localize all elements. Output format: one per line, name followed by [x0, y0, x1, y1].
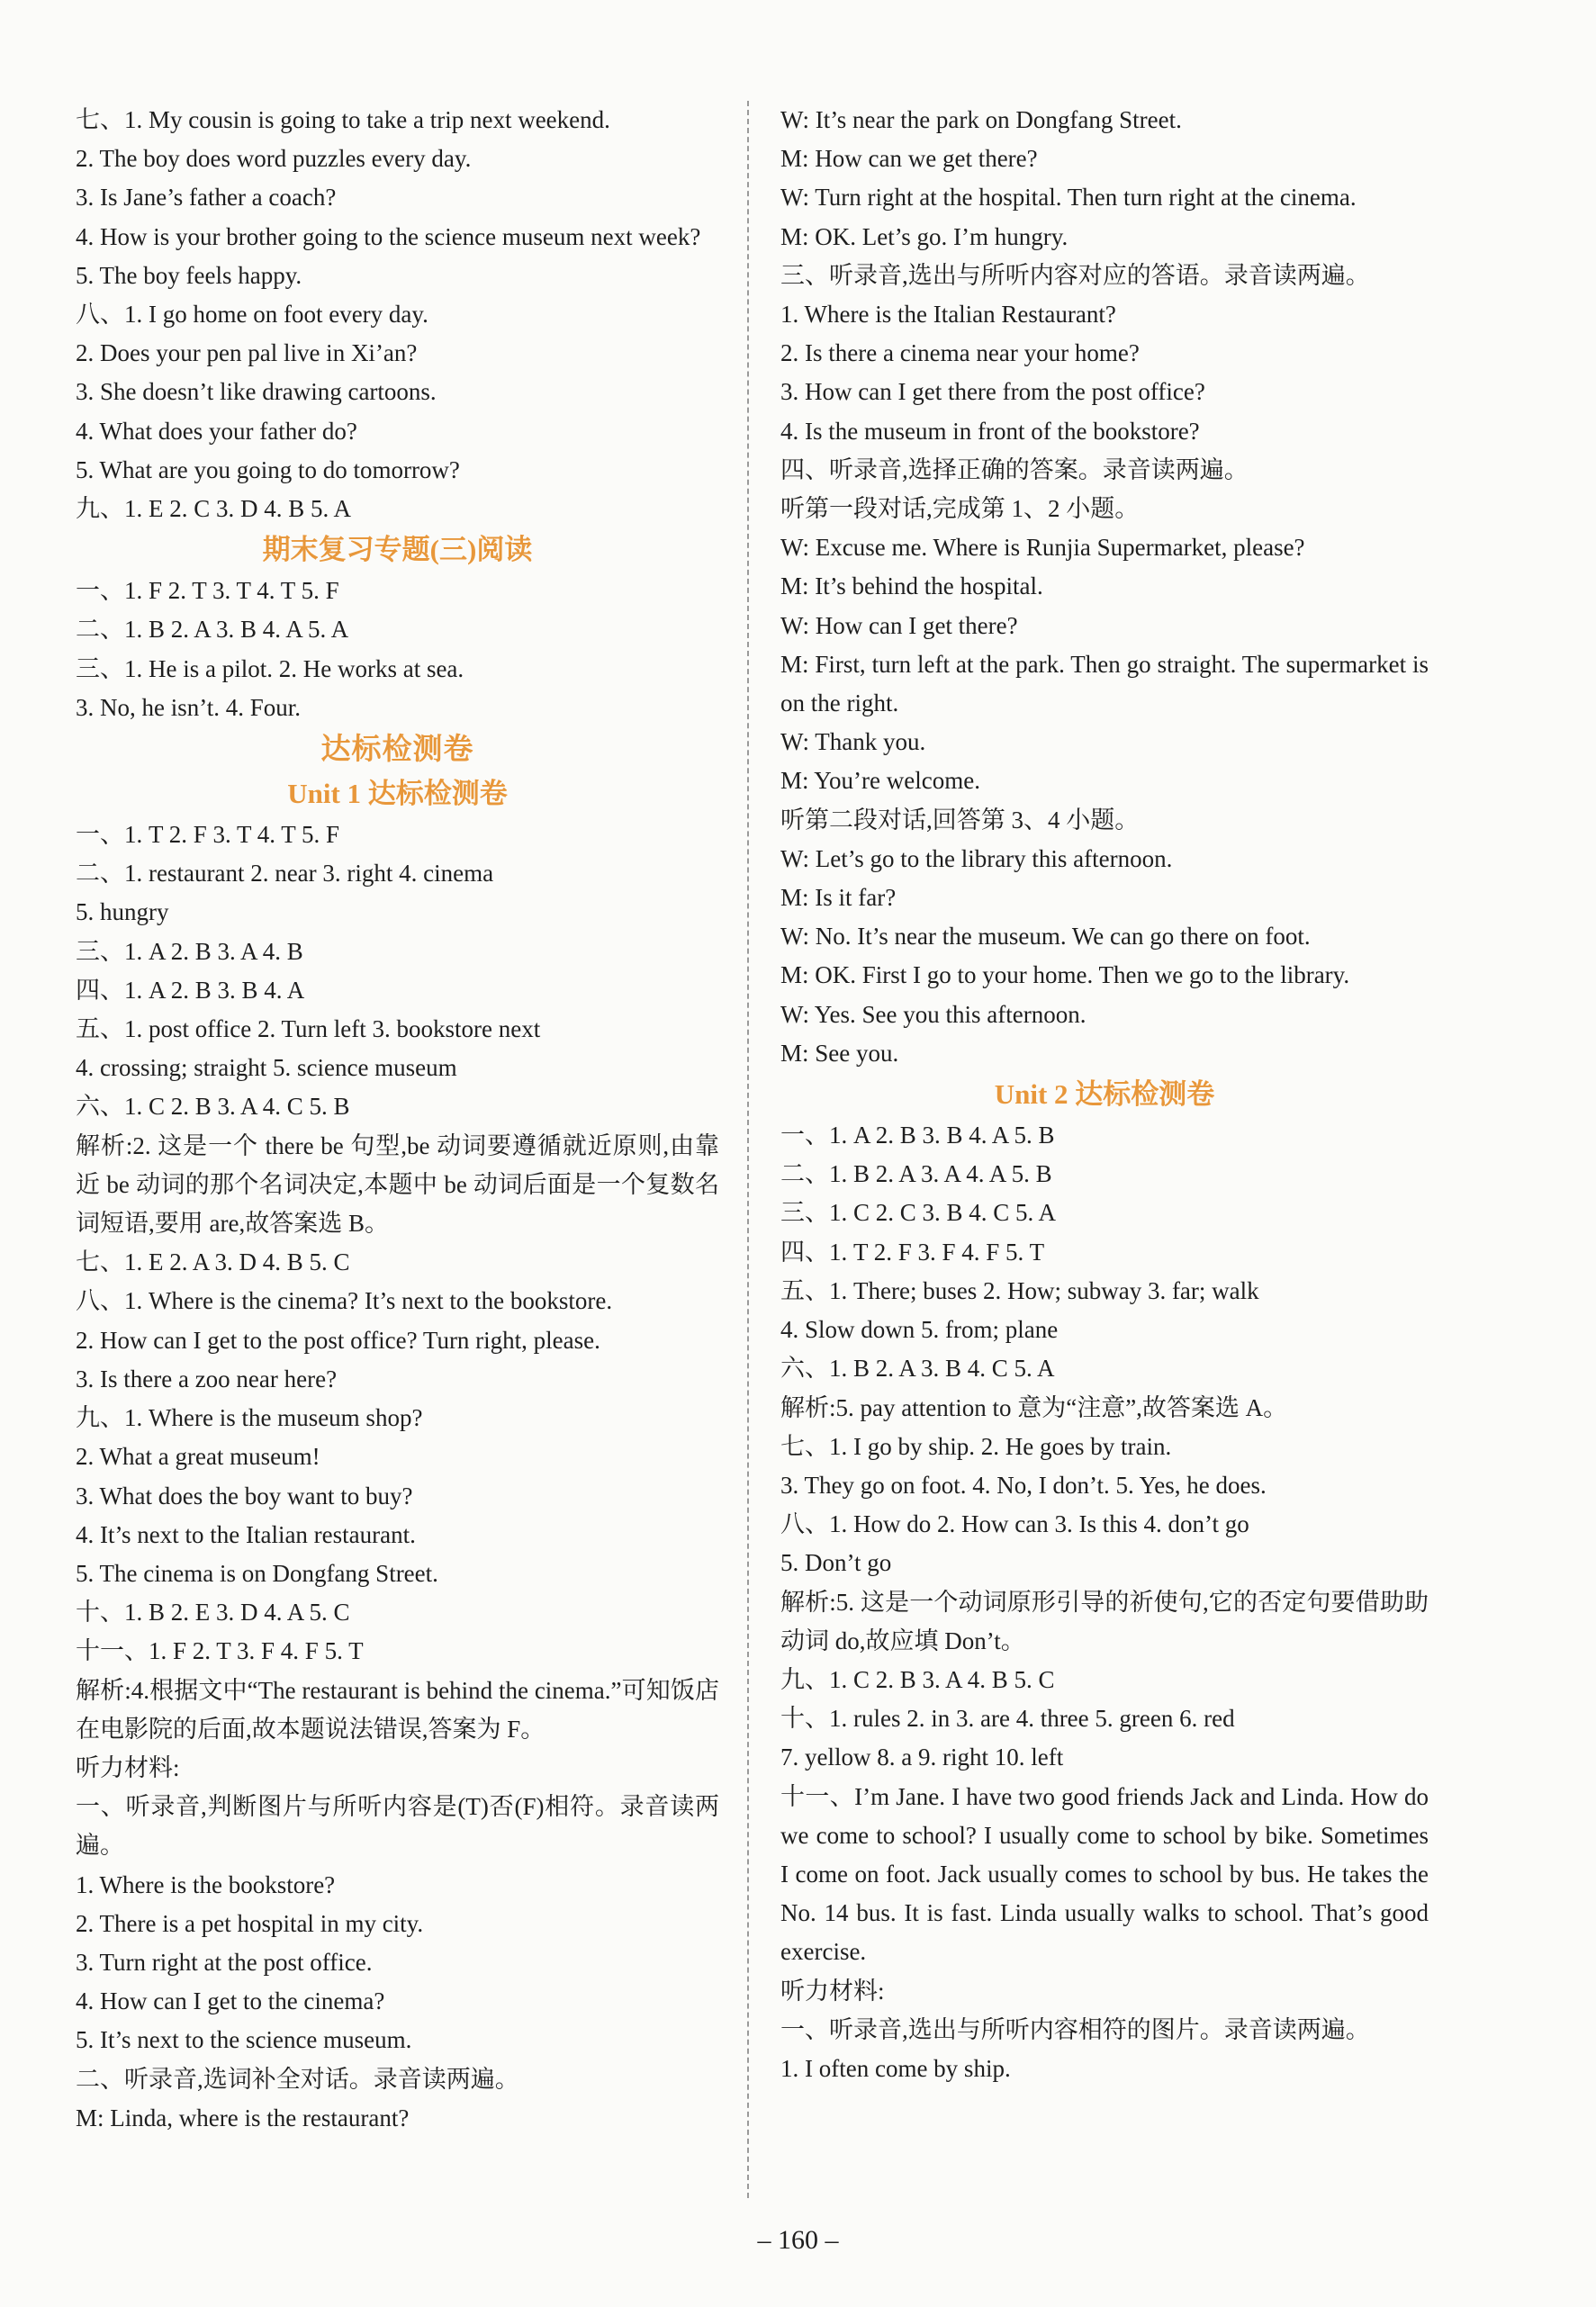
text-line: 三、听录音,选出与所听内容对应的答语。录音读两遍。: [780, 261, 1370, 289]
text-line: M: OK. Let’s go. I’m hungry.: [780, 222, 1069, 250]
text-line: 七、1. My cousin is going to take a trip next weekend.: [76, 106, 610, 133]
text-line: 2. How can I get to the post office? Turn right, please.: [76, 1326, 600, 1354]
text-line: W: No. It’s near the museum. We can go there on foot.: [780, 923, 1311, 951]
text-line: 3. What does the boy want to buy?: [76, 1482, 413, 1509]
text-line: 2. Is there a cinema near your home?: [780, 339, 1140, 367]
section-heading: 期末复习专题(三)阅读: [262, 534, 533, 566]
text-line: M: Linda, where is the restaurant?: [76, 2104, 410, 2131]
text-line: 二、1. restaurant 2. near 3. right 4. cinema: [76, 860, 494, 888]
text-line: 三、1. A 2. B 3. A 4. B: [76, 937, 303, 965]
text-line: 听力材料:: [76, 1753, 180, 1781]
text-line: M: It’s behind the hospital.: [780, 572, 1043, 600]
text-line: 十、1. rules 2. in 3. are 4. three 5. green 6. red: [780, 1705, 1235, 1733]
text-line: 5. hungry: [76, 898, 169, 926]
page-number: – 160 –: [757, 2225, 839, 2255]
text-paragraph: 解析:5. 这是一个动词原形引导的祈使句,它的否定句要借助助动词 do,故应填 Don’t。: [780, 1588, 1429, 1654]
text-line: 六、1. C 2. B 3. A 4. C 5. B: [76, 1093, 350, 1121]
text-line: 一、1. T 2. F 3. T 4. T 5. F: [76, 821, 340, 849]
text-line: 解析:5. pay attention to 意为“注意”,故答案选 A。: [780, 1393, 1288, 1421]
text-line: 四、1. A 2. B 3. B 4. A: [76, 976, 305, 1004]
text-line: M: OK. First I go to your home. Then we go to the library.: [780, 961, 1350, 989]
text-line: 四、1. T 2. F 3. F 4. F 5. T: [780, 1238, 1045, 1266]
text-line: 六、1. B 2. A 3. B 4. C 5. A: [780, 1355, 1055, 1383]
text-line: 八、1. I go home on foot every day.: [76, 301, 428, 329]
text-line: W: Excuse me. Where is Runjia Supermarket, please?: [780, 534, 1305, 562]
text-line: 4. crossing; straight 5. science museum: [76, 1054, 457, 1082]
text-line: 二、1. B 2. A 3. B 4. A 5. A: [76, 616, 349, 644]
text-line: 1. Where is the Italian Restaurant?: [780, 301, 1116, 329]
text-line: 三、1. C 2. C 3. B 4. C 5. A: [780, 1199, 1057, 1227]
text-line: 3. Is there a zoo near here?: [76, 1365, 338, 1392]
text-paragraph: 十一、I’m Jane. I have two good friends Jack and Linda. How do we come to school? I usually come to school by bike. Sometimes I come on foot. Jack usually comes to school by bus. He takes the No. 14 bus. It is fast. Linda usually walks to school. That’s good exercise.: [780, 1782, 1429, 1966]
right-column: [780, 101, 1429, 2088]
text-line: 五、1. post office 2. Turn left 3. bookstore next: [76, 1015, 541, 1043]
text-paragraph: 4. How is your brother going to the science museum next week?: [76, 222, 701, 250]
text-line: 二、听录音,选词补全对话。录音读两遍。: [76, 2065, 519, 2093]
text-line: 4. What does your father do?: [76, 417, 357, 445]
text-line: 4. Slow down 5. from; plane: [780, 1316, 1059, 1344]
text-line: W: Turn right at the hospital. Then turn right at the cinema.: [780, 184, 1357, 212]
text-line: 八、1. How do 2. How can 3. Is this 4. don’t go: [780, 1510, 1249, 1538]
text-line: 5. The boy feels happy.: [76, 261, 302, 289]
text-line: 5. It’s next to the science museum.: [76, 2026, 412, 2054]
text-line: 九、1. C 2. B 3. A 4. B 5. C: [780, 1665, 1055, 1693]
text-line: W: How can I get there?: [780, 611, 1018, 639]
text-line: M: You’re welcome.: [780, 767, 980, 795]
text-line: 一、听录音,选出与所听内容相符的图片。录音读两遍。: [780, 2015, 1370, 2043]
text-line: 九、1. E 2. C 3. D 4. B 5. A: [76, 495, 352, 523]
text-line: 一、1. A 2. B 3. B 4. A 5. B: [780, 1122, 1055, 1149]
text-line: W: Yes. See you this afternoon.: [780, 1000, 1087, 1028]
text-line: M: How can we get there?: [780, 145, 1038, 173]
section-heading: Unit 2 达标检测卷: [994, 1078, 1215, 1111]
text-line: 4. Is the museum in front of the bookstore?: [780, 417, 1200, 445]
text-line: 十一、1. F 2. T 3. F 4. F 5. T: [76, 1637, 364, 1665]
text-line: M: Is it far?: [780, 884, 897, 912]
text-line: 七、1. E 2. A 3. D 4. B 5. C: [76, 1248, 350, 1276]
text-line: 5. Don’t go: [780, 1549, 892, 1577]
text-line: 2. What a great museum!: [76, 1443, 320, 1471]
text-line: W: It’s near the park on Dongfang Street.: [780, 106, 1182, 133]
text-line: 听力材料:: [780, 1977, 885, 2005]
text-line: 2. The boy does word puzzles every day.: [76, 145, 472, 173]
text-line: 2. Does your pen pal live in Xi’an?: [76, 339, 418, 367]
text-line: 3. Turn right at the post office.: [76, 1948, 373, 1976]
text-line: 1. I often come by ship.: [780, 2054, 1011, 2082]
column-divider: [747, 101, 749, 2198]
text-line: 3. Is Jane’s father a coach?: [76, 184, 337, 212]
text-line: 听第二段对话,回答第 3、4 小题。: [780, 806, 1140, 834]
text-line: 五、1. There; buses 2. How; subway 3. far; walk: [780, 1276, 1259, 1304]
text-line: 一、1. F 2. T 3. T 4. T 5. F: [76, 577, 339, 605]
section-heading: Unit 1 达标检测卷: [287, 778, 508, 810]
left-column: [76, 101, 719, 2138]
text-line: 3. She doesn’t like drawing cartoons.: [76, 378, 437, 406]
text-paragraph: 一、听录音,判断图片与所听内容是(T)否(F)相符。录音读两遍。: [76, 1793, 719, 1860]
section-title: 达标检测卷: [320, 734, 474, 767]
text-line: 4. How can I get to the cinema?: [76, 1987, 385, 2015]
text-line: 听第一段对话,完成第 1、2 小题。: [780, 495, 1140, 523]
text-line: 4. It’s next to the Italian restaurant.: [76, 1520, 416, 1548]
text-line: 十、1. B 2. E 3. D 4. A 5. C: [76, 1599, 350, 1627]
text-line: 三、1. He is a pilot. 2. He works at sea.: [76, 654, 464, 682]
text-line: 八、1. Where is the cinema? It’s next to the bookstore.: [76, 1287, 613, 1315]
text-line: 二、1. B 2. A 3. A 4. A 5. B: [780, 1160, 1052, 1188]
text-line: 5. What are you going to do tomorrow?: [76, 455, 460, 483]
text-line: W: Let’s go to the library this afternoon.: [780, 844, 1173, 872]
text-line: 2. There is a pet hospital in my city.: [76, 1909, 424, 1937]
text-line: 3. They go on foot. 4. No, I don’t. 5. Yes, he does.: [780, 1471, 1267, 1499]
text-line: 1. Where is the bookstore?: [76, 1870, 336, 1898]
text-line: 7. yellow 8. a 9. right 10. left: [780, 1744, 1064, 1771]
text-line: 3. No, he isn’t. 4. Four.: [76, 693, 302, 721]
text-line: 七、1. I go by ship. 2. He goes by train.: [780, 1432, 1172, 1460]
text-line: M: See you.: [780, 1039, 899, 1067]
text-line: 九、1. Where is the museum shop?: [76, 1404, 423, 1432]
text-paragraph: 解析:2. 这是一个 there be 句型,be 动词要遵循就近原则,由靠近 be 动词的那个名词决定,本题中 be 动词后面是一个复数名词短语,要用 are,故答案选 B。: [76, 1131, 719, 1238]
text-line: 5. The cinema is on Dongfang Street.: [76, 1559, 438, 1587]
text-line: 3. How can I get there from the post office?: [780, 378, 1205, 406]
text-line: 四、听录音,选择正确的答案。录音读两遍。: [780, 455, 1249, 483]
text-paragraph: 解析:4.根据文中“The restaurant is behind the cinema.”可知饭店在电影院的后面,故本题说法错误,答案为 F。: [76, 1676, 719, 1743]
text-paragraph: M: First, turn left at the park. Then go straight. The supermarket is on the right.: [780, 650, 1429, 717]
text-line: W: Thank you.: [780, 728, 926, 756]
